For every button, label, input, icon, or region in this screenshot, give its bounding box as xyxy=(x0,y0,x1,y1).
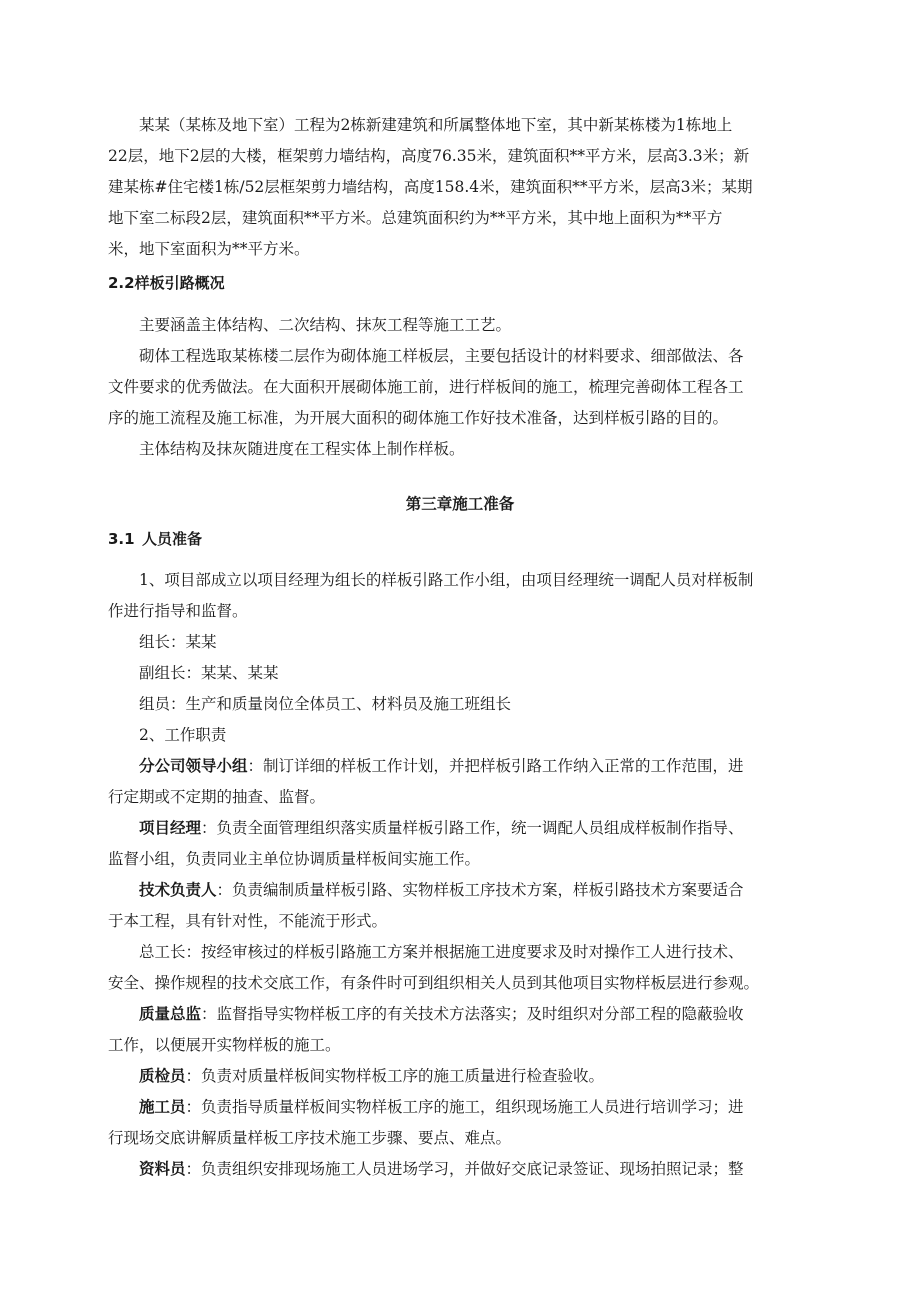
section-title: 人员准备 xyxy=(142,530,203,548)
leader-line xyxy=(108,627,812,658)
text-line xyxy=(108,751,812,782)
role-label: 资料员 xyxy=(139,1160,186,1178)
duty-text: 负责对质量样板间实物样板工序的施工质量进行检查验收。 xyxy=(201,1067,605,1085)
scope-paragraph xyxy=(108,310,812,341)
text-line: 安全、操作规程的技术交底工作，有条件时可到组织相关人员到其他项目实物样板层进行参观。 xyxy=(108,974,760,992)
separator: ： xyxy=(185,1067,202,1085)
separator: ： xyxy=(185,1098,202,1116)
text-line: 作进行指导和监督。 xyxy=(108,602,248,620)
role-label: 分公司领导小组 xyxy=(139,757,248,775)
masonry-paragraph xyxy=(108,341,812,434)
duty-text: 监督指导实物样板工序的有关技术方法落实；及时组织对分部工程的隐蔽验收 xyxy=(216,1005,744,1023)
separator: ： xyxy=(185,1160,202,1178)
role-label: 项目经理 xyxy=(139,819,202,837)
text-line: 行现场交底讲解质量样板工序技术施工步骤、要点、难点。 xyxy=(108,1129,512,1147)
duty-quality-inspector xyxy=(108,1061,812,1092)
text-line: 于本工程，具有针对性，不能流于形式。 xyxy=(108,912,388,930)
text-line xyxy=(108,875,812,906)
text-line xyxy=(108,1092,812,1123)
section-heading-3-1 xyxy=(108,528,202,550)
duty-quality-director xyxy=(108,999,812,1061)
text-line xyxy=(108,1061,812,1092)
duty-general-foreman xyxy=(108,937,812,999)
duty-text: 负责全面管理组织落实质量样板引路工作，统一调配人员组成样板制作指导、 xyxy=(216,819,744,837)
text-line: 组员：生产和质量岗位全体员工、材料员及施工班组长 xyxy=(139,695,512,713)
text-line: 地下室二标段2层，建筑面积**平方米。总建筑面积约为**平方米，其中地上面积为**平方 xyxy=(108,209,723,227)
text-line: 米，地下室面积为**平方米。 xyxy=(108,240,310,258)
section-number: 3.1 xyxy=(108,530,135,548)
text-line: 1、项目部成立以项目经理为组长的样板引路工作小组，由项目经理统一调配人员对样板制 xyxy=(139,571,754,589)
role-label: 质量总监 xyxy=(139,1005,202,1023)
text-line: 主体结构及抹灰随进度在工程实体上制作样板。 xyxy=(139,440,465,458)
separator: ： xyxy=(201,1005,217,1023)
text-line: 2、工作职责 xyxy=(139,726,227,744)
separator: ： xyxy=(247,757,264,775)
text-line: 组长：某某 xyxy=(139,633,217,651)
duty-text: 制订详细的样板工作计划，并把样板引路工作纳入正常的工作范围，进 xyxy=(263,757,744,775)
role-label: 施工员 xyxy=(139,1098,186,1116)
duty-project-manager xyxy=(108,813,812,875)
text-line xyxy=(108,999,812,1030)
text-line xyxy=(108,1154,812,1185)
members-line xyxy=(108,689,812,720)
text-line: 行定期或不定期的抽查、监督。 xyxy=(108,788,326,806)
text-line: 砌体工程选取某栋楼二层作为砌体施工样板层，主要包括设计的材料要求、细部做法、各 xyxy=(139,347,744,365)
role-label: 技术负责人 xyxy=(139,881,217,899)
text-line: 监督小组，负责同业主单位协调质量样板间实施工作。 xyxy=(108,850,481,868)
structure-paragraph xyxy=(108,434,812,465)
separator: ： xyxy=(216,881,233,899)
role-label: 质检员 xyxy=(139,1067,186,1085)
text-line: 某某（某栋及地下室）工程为2栋新建建筑和所属整体地下室，其中新某栋楼为1栋地上 xyxy=(139,116,733,134)
duty-branch-leadership xyxy=(108,751,812,813)
team-paragraph xyxy=(108,565,812,627)
duty-text: 负责指导质量样板间实物样板工序的施工，组织现场施工人员进行培训学习；进 xyxy=(201,1098,744,1116)
duty-document-clerk xyxy=(108,1154,812,1185)
text-line: 主要涵盖主体结构、二次结构、抹灰工程等施工工艺。 xyxy=(139,316,512,334)
text-line: 文件要求的优秀做法。在大面积开展砌体施工前，进行样板间的施工，梳理完善砌体工程各工 xyxy=(108,378,744,396)
text-line xyxy=(108,813,812,844)
duty-technical-lead xyxy=(108,875,812,937)
duties-heading xyxy=(108,720,812,751)
separator: ： xyxy=(201,819,217,837)
duty-text: 负责组织安排现场施工人员进场学习，并做好交底记录签证、现场拍照记录；整 xyxy=(201,1160,744,1178)
duty-text: 负责编制质量样板引路、实物样板工序技术方案，样板引路技术方案要适合 xyxy=(232,881,744,899)
project-overview-paragraph xyxy=(108,110,812,265)
text-line: 建某栋#住宅楼1栋/52层框架剪力墙结构，高度158.4米，建筑面积**平方米，层高3米；某期 xyxy=(108,178,753,196)
text-line: 总工长：按经审核过的样板引路施工方案并根据施工进度要求及时对操作工人进行技术、 xyxy=(139,943,744,961)
text-line: 22层，地下2层的大楼，框架剪力墙结构，高度76.35米，建筑面积**平方米，层高3.3米；新 xyxy=(108,147,750,165)
text-line: 工作，以便展开实物样板的施工。 xyxy=(108,1036,341,1054)
chapter-title: 第三章施工准备 xyxy=(405,495,515,513)
duty-construction-worker xyxy=(108,1092,812,1154)
section-heading-2-2: 2.2样板引路概况 xyxy=(108,274,225,292)
vice-leader-line xyxy=(108,658,812,689)
text-line: 副组长：某某、某某 xyxy=(139,664,279,682)
text-line: 序的施工流程及施工标准，为开展大面积的砌体施工作好技术准备，达到样板引路的目的。 xyxy=(108,409,729,427)
